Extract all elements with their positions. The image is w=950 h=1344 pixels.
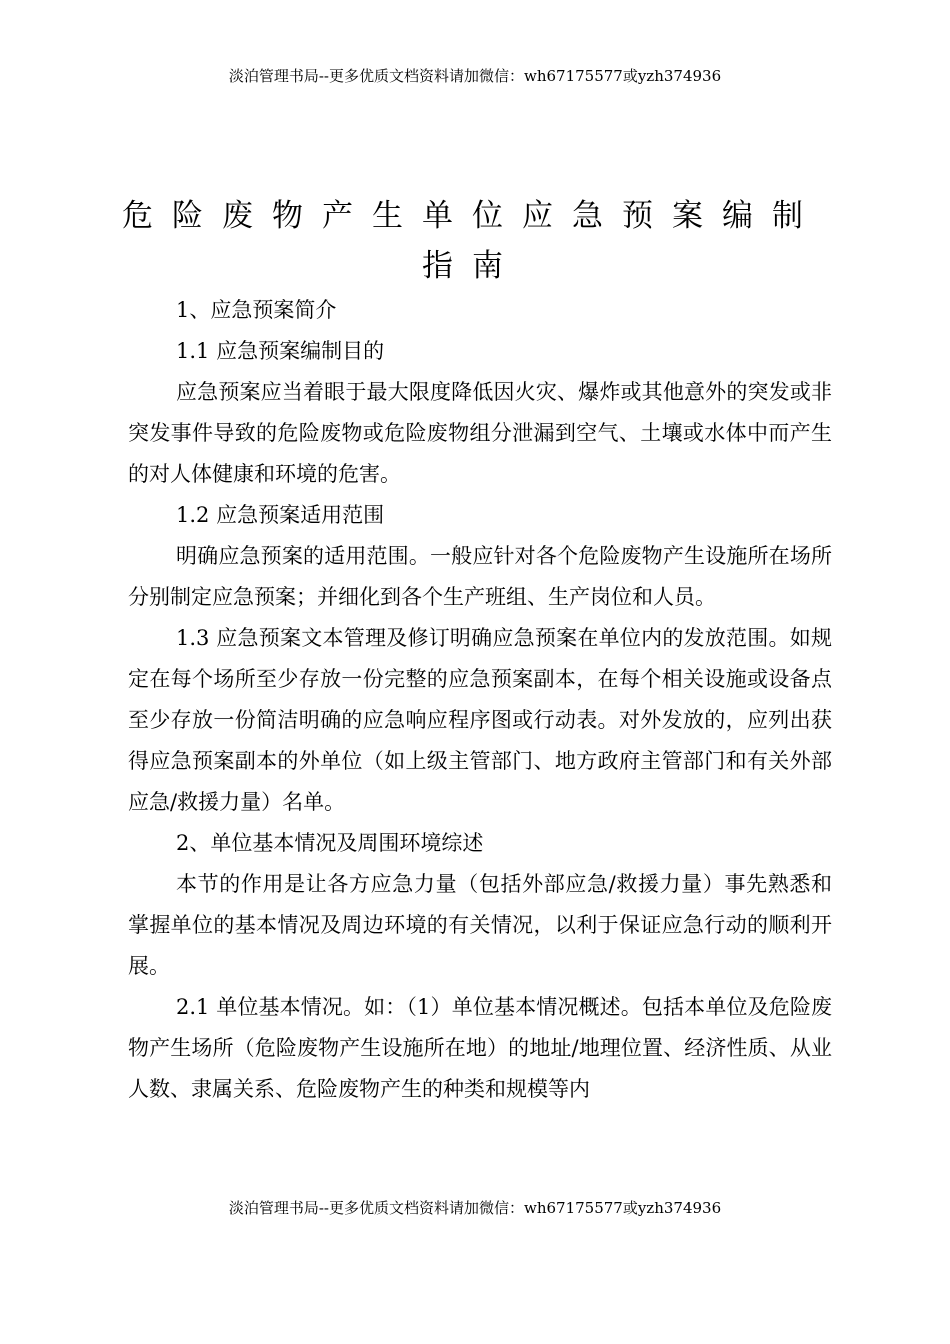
- section-heading-1: 1、应急预案简介: [176, 298, 337, 322]
- paragraph-section-purpose: 本节的作用是让各方应急力量（包括外部应急/救援力量）事先熟悉和掌握单位的基本情况及周边环境的有关情况，以利于保证应急行动的顺利开展。: [128, 872, 832, 978]
- title-line-2: 指南: [422, 247, 522, 284]
- paragraph-document-management: 1.3 应急预案文本管理及修订明确应急预案在单位内的发放范围。如规定在每个场所至少存放一份完整的应急预案副本，在每个相关设施或设备点至少存放一份简洁明确的应急响应程序图或行动表。对外发放的，应列出获得应急预案副本的外单位（如上级主管部门、地方政府主管部门和有关外部应急/救援力量）名单。: [128, 626, 832, 814]
- subsection-heading-1-2: 1.2 应急预案适用范围: [176, 503, 385, 527]
- paragraph-unit-basic-info: 2.1 单位基本情况。如：（1）单位基本情况概述。包括本单位及危险废物产生场所（危险废物产生设施所在地）的地址/地理位置、经济性质、从业人数、隶属关系、危险废物产生的种类和规模等内: [128, 995, 832, 1101]
- subsection-heading-1-1: 1.1 应急预案编制目的: [176, 339, 385, 363]
- page-header: 淡泊管理书局--更多优质文档资料请加微信：wh67175577或yzh374936: [228, 67, 722, 85]
- section-heading-2: 2、单位基本情况及周围环境综述: [176, 831, 484, 855]
- document-title: [122, 191, 822, 291]
- page-footer: 淡泊管理书局--更多优质文档资料请加微信：wh67175577或yzh374936: [228, 1199, 722, 1217]
- paragraph-purpose: 应急预案应当着眼于最大限度降低因火灾、爆炸或其他意外的突发或非突发事件导致的危险废物或危险废物组分泄漏到空气、土壤或水体中而产生的对人体健康和环境的危害。: [128, 380, 832, 486]
- document-body: [128, 290, 832, 1110]
- title-line-1: 危险废物产生单位应急预案编制: [122, 197, 822, 234]
- paragraph-scope: 明确应急预案的适用范围。一般应针对各个危险废物产生设施所在场所分别制定应急预案；并细化到各个生产班组、生产岗位和人员。: [128, 544, 832, 609]
